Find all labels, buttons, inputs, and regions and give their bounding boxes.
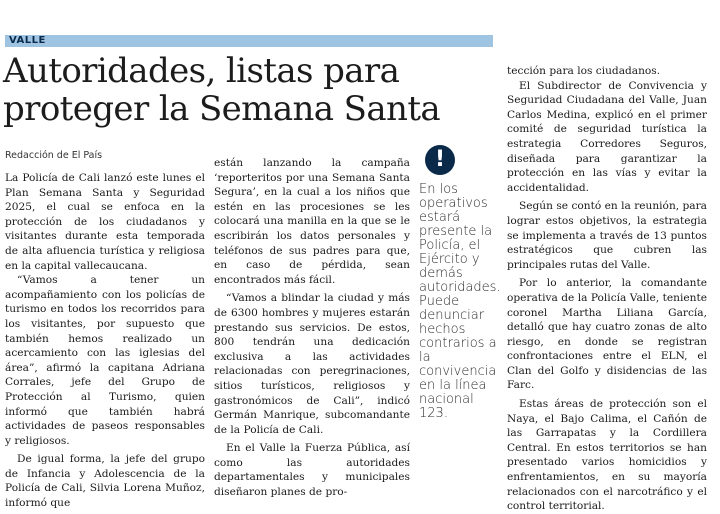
paragraph: La Policía de Cali lanzó este lunes el Plan Semana Santa y Seguridad 2025, el cual se enfoca en la protección de los ciudadanos y visitantes durante esta temporada de alta afluencia turística y religiosa en la capital vallecaucana. bbox=[5, 172, 205, 272]
paragraph: De igual forma, la jefe del grupo de Infancia y Adolescencia de la Policía de Cali, Silvia Lorena Muñoz, informó que bbox=[5, 453, 205, 510]
paragraph: están lanzando la campaña ‘reporteritos por una Semana Santa Segura’, en la cual a los niños que estén en las procesiones se les colocará una manilla en la que se le escribirán los datos personales y teléfonos de sus padres para que, en caso de pérdida, sean encontrados más fácil. bbox=[214, 157, 410, 286]
paragraph: Por lo anterior, la comandante operativa de la Policía Valle, teniente coronel Martha Liliana García, detalló que hay cuatro zonas de alto riesgo, en donde se registran confrontaciones entre el ELN, el Clan del Golfo y disidencias de las Farc. bbox=[507, 277, 707, 392]
section-label: VALLE bbox=[9, 35, 46, 46]
paragraph: Según se contó en la reunión, para lograr estos objetivos, la estrategia se implementa a través de 13 puntos estratégicos que cubren las principales rutas del Valle. bbox=[507, 200, 707, 271]
article-column-3 bbox=[507, 64, 707, 514]
paragraph: tección para los ciudadanos. bbox=[507, 65, 661, 77]
article-column-1 bbox=[5, 171, 205, 511]
paragraph: El Subdirector de Convivencia y Seguridad Ciudadana del Valle, Juan Carlos Medina, explicó en el primer comité de seguridad turística la estrategia Corredores Seguros, diseñada para garantizar la protección en las vías y evitar la accidentalidad. bbox=[507, 79, 707, 194]
article-column-2 bbox=[214, 156, 410, 500]
paragraph: “Vamos a tener un acompañamiento con los policías de turismo en todos los recorridos para los visitantes, por supuesto que también hemos realizado un acercamiento con las iglesias del área”, afirmó la capitana Adriana Corrales, jefe del Grupo de Protección al Turismo, quien informó que también habrá actividades de paseos responsables y religiosos. bbox=[5, 274, 205, 447]
paragraph: En el Valle la Fuerza Pública, así como las autoridades departamentales y municipales diseñaron planes de pro- bbox=[214, 442, 410, 499]
paragraph: Estas áreas de protección son el Naya, el Bajo Calima, el Cañón de las Garrapatas y la Cordillera Central. En estos territorios se han presentado varios homicidios y enfrentamientos, en su mayoría relacionados con el narcotráfico y el control territorial. bbox=[507, 398, 707, 513]
byline: Redacción de El País bbox=[5, 150, 103, 161]
sidebar-note: En los operativos estará presente la Policía, el Ejército y demás autoridades. Puede denunciar hechos contrarios a la convivencia en la línea nacional 123. bbox=[419, 182, 501, 421]
headline: Autoridades, listas para proteger la Semana Santa bbox=[3, 51, 441, 129]
section-tag bbox=[5, 35, 493, 47]
exclamation-icon: ! bbox=[425, 145, 455, 175]
paragraph: “Vamos a blindar la ciudad y más de 6300 hombres y mujeres estarán prestando sus servicios. De estos, 800 tendrán una dedicación exclusiva a las actividades relacionadas con peregrinaciones, sitios turísticos, religiosos y gastronómicos de Cali”, indicó Germán Manrique, subcomandante de la Policía de Cali. bbox=[214, 292, 410, 436]
